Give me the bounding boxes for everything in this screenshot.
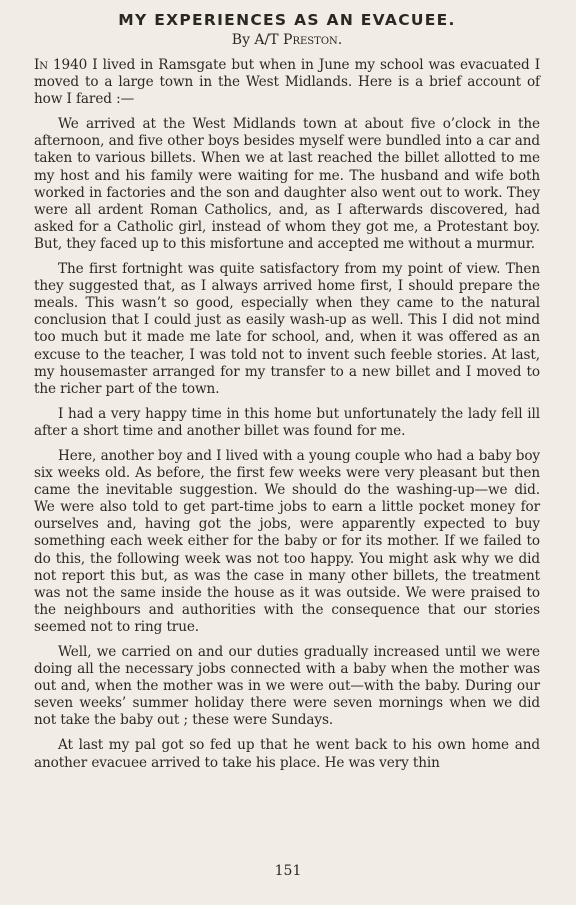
paragraph-5: Here, another boy and I lived with a young couple who had a baby boy six weeks old. As before, the first few weeks were very pleasant but then came the inevitable suggestion. We should do the washing-up—we did. We were also told to get part-time jobs to earn a little pocket money for ourselves and, having got the jobs, were apparently expected to buy something each week either for the baby or for its mother. If we failed to do this, the following week was not too happy. You might ask why we did not report this but, as was the case in many other billets, the treatment was not the same inside the house as it was outside. We were praised to the neighbours and authorities with the consequence that our stories seemed not to ring true. [34,447,540,635]
byline-prefix: By A/T [231,32,284,48]
paragraph-2: We arrived at the West Midlands town at about five o’clock in the afternoon, and five other boys besides myself were bundled into a car and taken to various billets. When we at last reached the billet allotted to me my host and his family were waiting for me. The husband and wife both worked in factories and the son and daughter also went out to work. They were all ardent Roman Catholics, and, as I afterwards discovered, had asked for a Catholic girl, instead of whom they got me, a Protestant boy. But, they faced up to this misfortune and accepted me without a murmur. [34,116,540,252]
paragraph-4: I had a very happy time in this home but unfortunately the lady fell ill after a short time and another billet was found for me. [34,405,540,439]
paragraph-1-lead: In [34,57,48,73]
article-title: MY EXPERIENCES AS AN EVACUEE. [118,11,456,29]
page-number: 151 [274,863,302,879]
paragraph-6: Well, we carried on and our duties gradually increased until we were doing all the necessary jobs connected with a baby when the mother was out and, when the mother was in we were out—with the baby. During our seven weeks’ summer holiday there were seven mornings when we did not take the baby out ; these were Sundays. [34,644,540,729]
paragraph-1-text: 1940 I lived in Ramsgate but when in June my school was evacuated I moved to a large town in the West Midlands. Here is a brief account of how I fared :— [34,57,540,108]
paragraph-1 [34,57,540,108]
author-name: Preston. [283,32,343,48]
byline [34,31,540,49]
paragraph-3: The first fortnight was quite satisfactory from my point of view. Then they suggested that, as I always arrived home first, I should prepare the meals. This wasn’t so good, especially when they came to the natural conclusion that I could just as easily wash-up as well. This I did not mind too much but it made me late for school, and, when it was offered as an excuse to the teacher, I was told not to invent such feeble stories. At last, my housemaster arranged for my transfer to a new billet and I moved to the richer part of the town. [34,261,540,397]
paragraph-7: At last my pal got so fed up that he went back to his own home and another evacuee arrived to take his place. He was very thin [34,737,540,771]
article-body [34,57,540,772]
